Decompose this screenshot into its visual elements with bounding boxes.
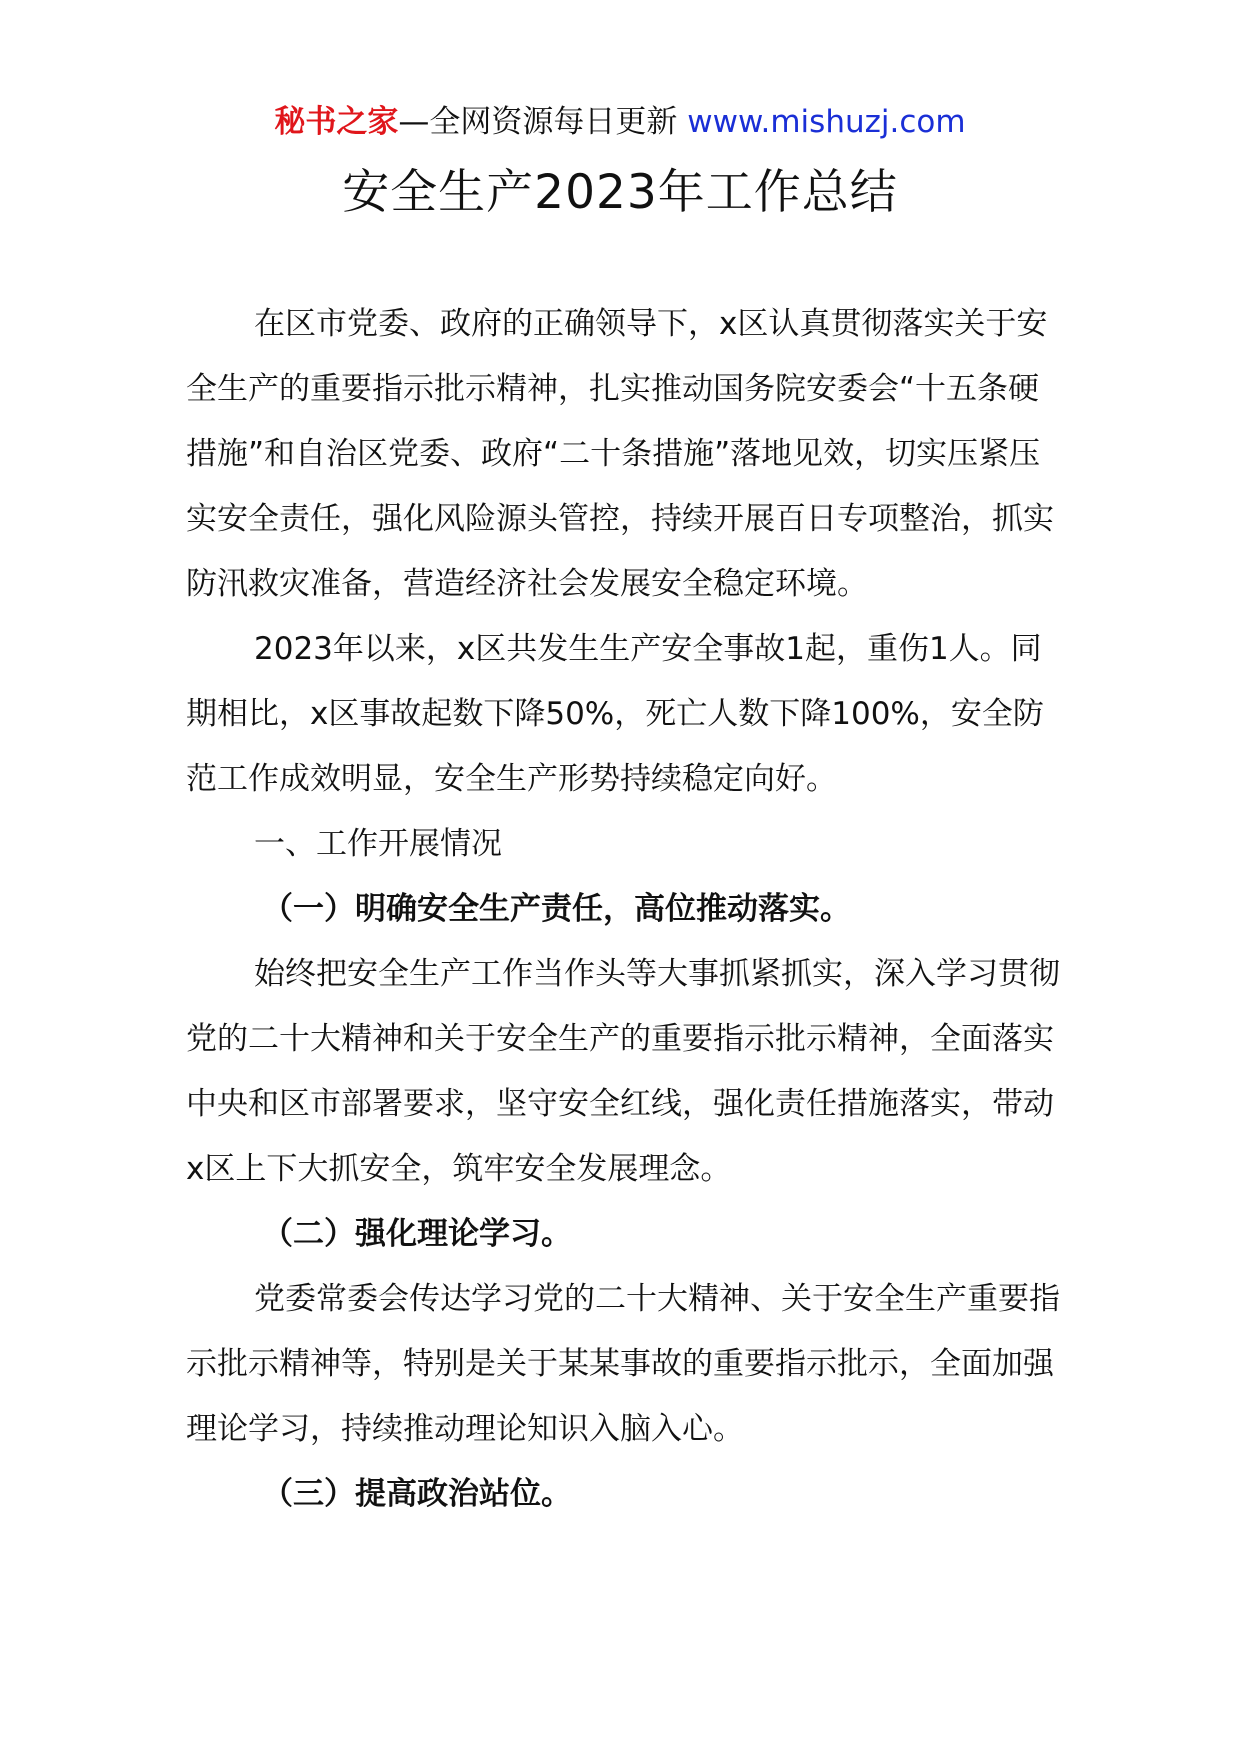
brand-name: 秘书之家: [274, 104, 399, 140]
subsection-text-1: 始终把安全生产工作当作头等大事抓紧抓实，深入学习贯彻党的二十大精神和关于安全生产的重要指示批示精神，全面落实中央和区市部署要求，坚守安全红线，强化责任措施落实，带动x区上下大抓安全，筑牢安全发展理念。: [186, 956, 1060, 1187]
subsection-text-2: 党委常委会传达学习党的二十大精神、关于安全生产重要指示批示精神等，特别是关于某某事故的重要指示批示，全面加强理论学习，持续推动理论知识入脑入心。: [186, 1281, 1060, 1447]
stats-paragraph: 2023年以来，x区共发生生产安全事故1起，重伤1人。同期相比，x区事故起数下降50%，死亡人数下降100%，安全防范工作成效明显，安全生产形势持续稳定向好。: [186, 631, 1044, 797]
site-url[interactable]: www.mishuzj.com: [687, 104, 966, 140]
document-body: [186, 292, 1070, 1527]
section-heading: 一、工作开展情况: [254, 826, 502, 862]
subsection-heading-2: （二）强化理论学习。: [262, 1216, 572, 1252]
subsection-heading-1: （一）明确安全生产责任，高位推动落实。: [262, 891, 851, 927]
intro-paragraph: 在区市党委、政府的正确领导下，x区认真贯彻落实关于安全生产的重要指示批示精神，扎实推动国务院安委会“十五条硬措施”和自治区党委、政府“二十条措施”落地见效，切实压紧压实安全责任，强化风险源头管控，持续开展百日专项整治，抓实防汛救灾准备，营造经济社会发展安全稳定环境。: [186, 306, 1054, 602]
site-slogan: —全网资源每日更新: [398, 104, 688, 140]
subsection-heading-3: （三）提高政治站位。: [262, 1476, 572, 1512]
site-header: [0, 100, 1240, 144]
document-title: 安全生产2023年工作总结: [342, 165, 898, 220]
